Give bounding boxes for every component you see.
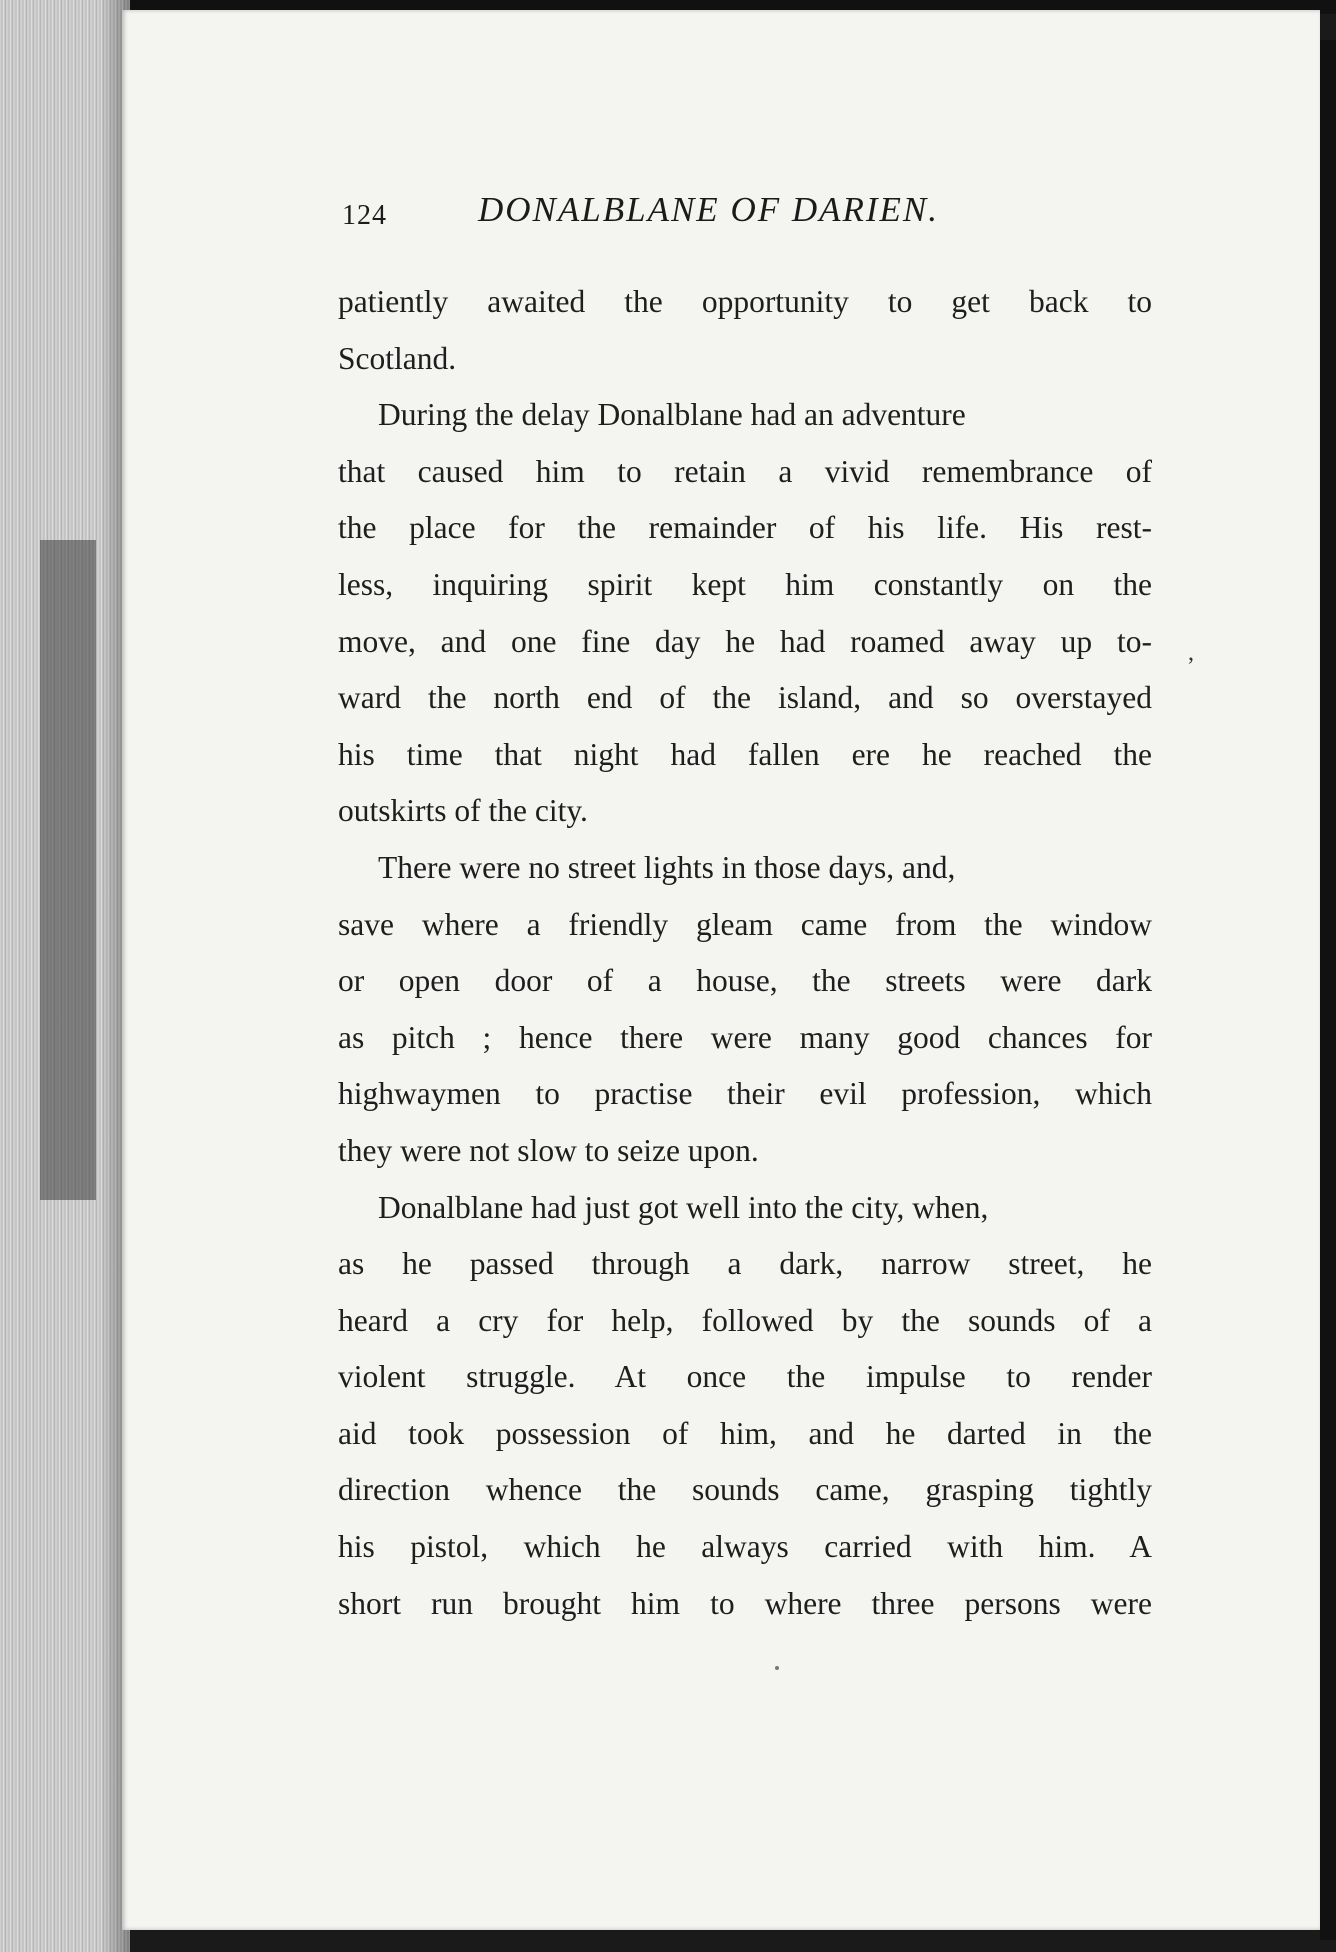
text-line: violent struggle. At once the impulse to render [338,1359,1152,1395]
paragraph [338,840,1152,1180]
text-line: direction whence the sounds came, grasping tightly [338,1472,1152,1508]
text-line: his time that night had fallen ere he reached the [338,736,1152,772]
text-line: as pitch ; hence there were many good chances for [338,1019,1152,1055]
text-line: that caused him to retain a vivid remembrance of [338,453,1152,489]
text-line: aid took possession of him, and he darted in the [338,1415,1152,1451]
body-text [338,274,1152,1632]
text-line: move, and one fine day he had roamed away up to- [338,623,1152,659]
running-title: DONALBLANE OF DARIEN. [478,190,940,229]
paragraph [338,274,1152,387]
text-line: highwaymen to practise their evil profession, which [338,1076,1152,1112]
text-line: ward the north end of the island, and so overstayed [338,680,1152,716]
text-line: they were not slow to seize upon. [338,1132,759,1168]
margin-mark: , [1188,640,1194,666]
paragraph [338,387,1152,840]
text-line: his pistol, which he always carried with him. A [338,1529,1152,1565]
text-line: heard a cry for help, followed by the sounds of a [338,1302,1152,1338]
paragraph [338,1180,1152,1633]
text-line: Scotland. [338,340,457,376]
text-line: less, inquiring spirit kept him constantly on the [338,566,1152,602]
text-line: as he passed through a dark, narrow street, he [338,1246,1152,1282]
text-line: patiently awaited the opportunity to get back to [338,284,1152,319]
scan-right-border [1320,40,1336,1940]
text-line: short run brought him to where three persons were [338,1585,1152,1621]
text-line: the place for the remainder of his life. His rest- [338,510,1152,546]
library-stamp-mark [40,540,96,1200]
text-line: or open door of a house, the streets were dark [338,963,1152,999]
page-number: 124 [342,200,387,231]
text-line: During the delay Donalblane had an adventure [378,397,966,433]
text-line: save where a friendly gleam came from the window [338,906,1152,942]
text-line: There were no street lights in those days, and, [378,849,956,885]
text-line: Donalblane had just got well into the city, when, [378,1189,989,1225]
running-head [342,190,1010,240]
text-line: outskirts of the city. [338,793,588,829]
ink-speck [775,1666,779,1670]
